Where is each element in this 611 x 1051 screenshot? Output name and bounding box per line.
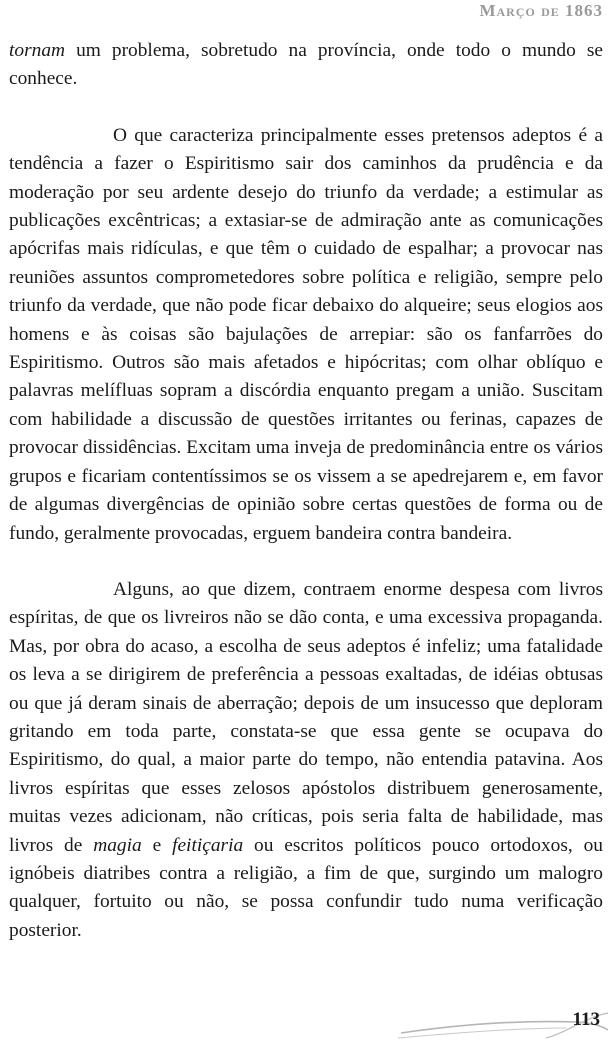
italic-word: feitiçaria: [172, 834, 244, 856]
paragraph-text: Alguns, ao que dizem, contraem enorme despesa com livros espíritas, de que os livreiros não se dão conta, e uma excessiva propaganda. Mas, por obra do acaso, a escolha de seus adeptos é infeliz; uma fatalidade os leva a se dirigirem de preferência a pessoas exaltadas, de idéias obtusas ou que já deram sinais de aberração; depois de um insucesso que deploram gritando em toda parte, constata-se que essa gente se ocupava do Espiritismo, do qual, a maior parte do tempo, não entendia patavina. Aos livros espíritas que esses zelosos apóstolos distribuem generosamente, muitas vezes adicionam, não críticas, pois seria falta de habilidade, mas livros de: [9, 578, 603, 856]
running-header: Março de 1863: [479, 1, 603, 20]
paragraph-gap: [9, 94, 603, 122]
italic-word: tornam: [9, 40, 66, 61]
paragraph-3: [9, 576, 603, 945]
paragraph-2: O que caracteriza principalmente esses pretensos adeptos é a tendência a fazer o Espiritismo sair dos caminhos da prudência e da moderação por seu ardente desejo do triunfo da verdade; a estimular as publicações excêntricas; a extasiar-se de admiração ante as comunicações apócrifas mais ridículas, e que têm o cuidado de espalhar; a provocar nas reuniões assuntos comprometedores sobre política e religião, sempre pelo triunfo da verdade, que não pode ficar debaixo do alqueire; seus elogios aos homens e às coisas são bajulações de arrepiar: são os fanfarrões do Espiritismo. Outros são mais afetados e hipócritas; com olhar oblíquo e palavras melífluas sopram a discórdia enquanto pregam a união. Suscitam com habilidade a discussão de questões irritantes ou ferinas, capazes de provocar dissidências. Excitam uma inveja de predominância entre os vários grupos e ficariam contentíssimos se os vissem a se apedrejarem e, em favor de algumas divergências de opinião sobre certas questões de forma ou de fundo, geralmente provocadas, erguem bandeira contra bandeira.: [9, 124, 603, 544]
body-text: [9, 37, 603, 945]
paragraph-text: um problema, sobretudo na província, onde todo o mundo se conhece.: [9, 40, 603, 90]
paragraph-gap: [9, 548, 603, 576]
paragraph-continued: [9, 37, 603, 94]
paragraph-text: ou escritos políticos pouco ortodoxos, ou ignóbeis diatribes contra a religião, a fim de que, surgindo um malogro qualquer, fortuito ou não, se possa confundir tudo numa verificação posterior.: [9, 834, 603, 941]
italic-word: magia: [93, 834, 142, 856]
page-number: 113: [572, 1009, 600, 1030]
paragraph-text: e: [141, 834, 173, 856]
